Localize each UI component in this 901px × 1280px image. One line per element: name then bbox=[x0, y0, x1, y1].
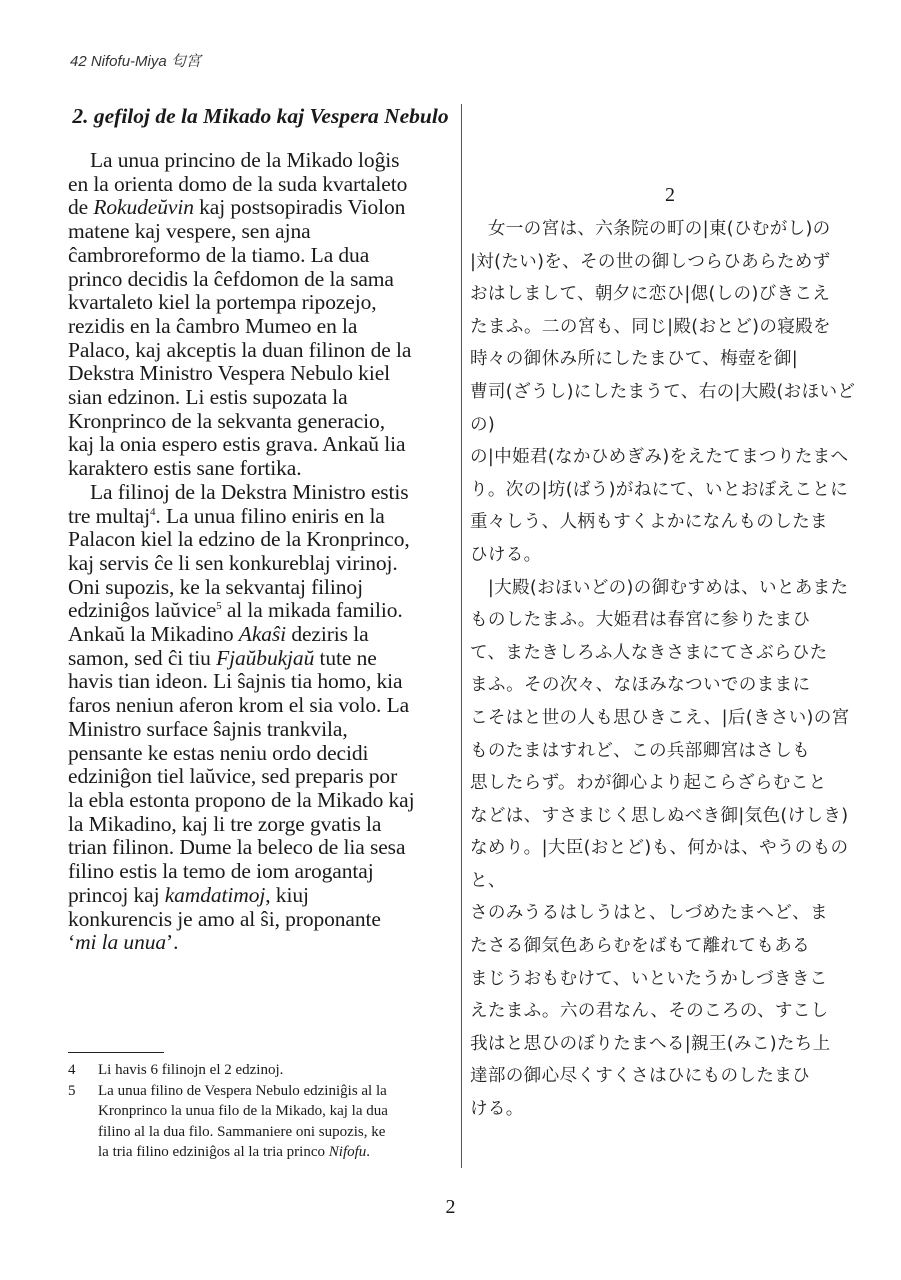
italic-term: kamdatimoj bbox=[164, 882, 266, 907]
running-header: 42 Nifofu-Miya 匂宮 bbox=[70, 53, 201, 70]
footnote-text: Li havis 6 filinojn el 2 edzinoj. bbox=[98, 1062, 284, 1078]
footnote-4 bbox=[68, 1060, 453, 1081]
footnote-text: La unua filino de Vespera Nebulo edziniĝis al la Kronprinco la unua filo de la Mikado, kaj la dua filino al la dua filo. Sammaniere oni supozis, ke la tria filino edziniĝos al la tria princo Nifofu. bbox=[98, 1082, 388, 1160]
footnotes bbox=[68, 1060, 453, 1163]
italic-term: Fjaŭbukjaŭ bbox=[216, 645, 315, 670]
footnote-ref-5[interactable]: 5 bbox=[216, 600, 222, 613]
paragraph-2: La filinoj de la Dekstra Ministro estis tre multaj$^4$. La unua filino eniris en la Palacon kiel la edzino de la Kronprinco, kaj servis ĉe li sen konkureblaj virinoj. Oni supozis, ke la sekvantaj filinoj edziniĝos laŭvice$^5$ al la mikada familio. Ankaŭ la Mikadino Akaŝi deziris la samon, sed ĉi tiu Fjaŭbukjaŭ tute ne havis tian ideon. Li ŝajnis tia homo, kia faros neniun aferon krom el sia volo. La Ministro surface ŝajnis trankvila, pensante ke estas neniu ordo decidi edziniĝon tiel laŭvice, sed preparis por la ebla estonta propono de la Mikado kaj la Mikadino, kaj li tre zorge gvatis la trian filinon. Dume la beleco de lia sesa filino estis la temo de iom arogantaj princoj kaj kamdatimoj, kiuj konkurencis je amo al ŝi, proponante ‘mi la unua’. bbox=[68, 479, 415, 955]
footnote-5 bbox=[68, 1081, 453, 1163]
italic-term: mi la unua bbox=[75, 930, 167, 955]
italic-term: Rokudeŭvin bbox=[93, 195, 194, 220]
footnote-number: 5 bbox=[68, 1082, 76, 1099]
footnote-ref-4[interactable]: 4 bbox=[150, 505, 156, 518]
japanese-section-number: 2 bbox=[665, 184, 675, 206]
japanese-paragraph-2: |大殿(おほいどの)の御むすめは、いとあまた ものしたまふ。大姫君は春宮に参りたまひ て、またきしろふ人なきさまにてさぶらひた まふ。その次々、なほみなついでのままに こそはと世の人も思ひきこえ、|后(きさい)の宮 ものたまはすれど、この兵部卿宮はさしも 思したらず。わが御心より起こらざらむこと などは、すさまじく思しぬべき御|気色(けしき) なめり。|大臣(おとど)も、何かは、やうのものと、 さのみうるはしうはと、しづめたまへど、ま たさる御気色あらむをばもて離れてもある まじうおもむけて、いといたうかしづききこ えたまふ。六の君なん、そのころの、すこし 我はと思ひのぼりたまへる|親王(みこ)たち上 達部の御心尽くすくさはひにものしたまひ ける。 bbox=[470, 577, 850, 1120]
japanese-paragraph-1: 女一の宮は、六条院の町の|東(ひむがし)の |対(たい)を、その世の御しつらひあらためず おはしまして、朝夕に恋ひ|偲(しの)びきこえ たまふ。二の宮も、同じ|殿(おとど)の寝殿を 時々の御休み所にしたまひて、梅壺を御| 曹司(ざうし)にしたまうて、右の|大殿(おほいどの) の|中姫君(なかひめぎみ)をえたてまつりたまへ り。次の|坊(ばう)がねにて、いとおぼえことに 重々しう、人柄もすくよかになんものしたま ひける。 bbox=[470, 219, 856, 565]
right-column bbox=[470, 185, 870, 1126]
page-number: 2 bbox=[445, 1196, 456, 1218]
italic-term: Akaŝi bbox=[238, 622, 287, 647]
left-column bbox=[68, 104, 453, 955]
footnote-rule bbox=[68, 1052, 164, 1053]
paragraph-1: La unua princino de la Mikado loĝis en la orienta domo de la suda kvartaleto de Rokudeŭvin kaj postsopiradis Violon matene kaj vespere, sen ajna ĉambroreformo de la tiamo. La dua princo decidis la ĉefdomon de la sama kvartaleto kiel la portempa ripozejo, rezidis en la ĉambro Mumeo en la Palaco, kaj akceptis la duan filinon de la Dekstra Ministro Vespera Nebulo kiel sian edzinon. Li estis supozata la Kronprinco de la sekvanta generacio, kaj la onia espero estis grava. Ankaŭ lia karaktero estis sane fortika. bbox=[68, 148, 412, 481]
column-divider bbox=[461, 104, 462, 1168]
section-title: 2. gefiloj de la Mikado kaj Vespera Nebulo bbox=[72, 104, 449, 128]
footnote-number: 4 bbox=[68, 1062, 76, 1078]
